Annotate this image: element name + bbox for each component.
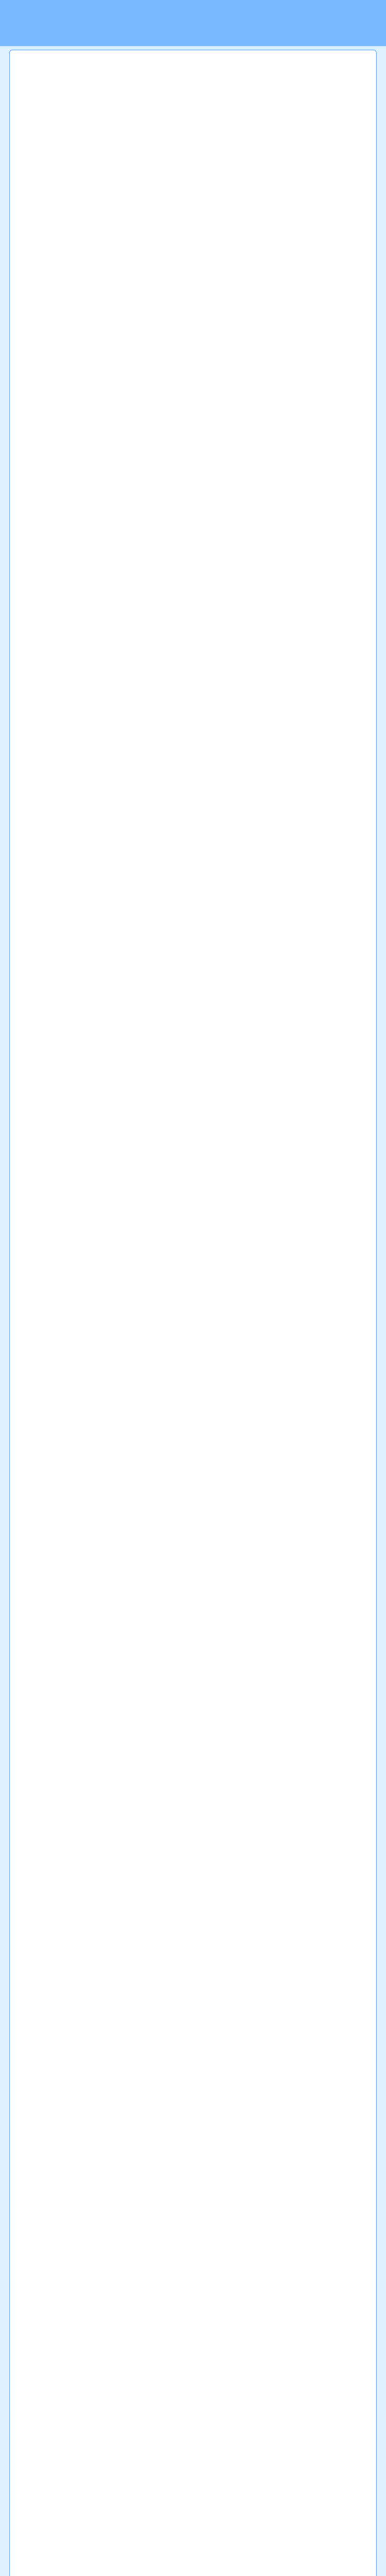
page-title: [19, 12, 367, 35]
table: [10, 50, 376, 66]
table-header: [10, 50, 376, 66]
header-row: [10, 50, 376, 66]
results-table: [9, 49, 377, 2576]
header-banner: [0, 0, 386, 46]
